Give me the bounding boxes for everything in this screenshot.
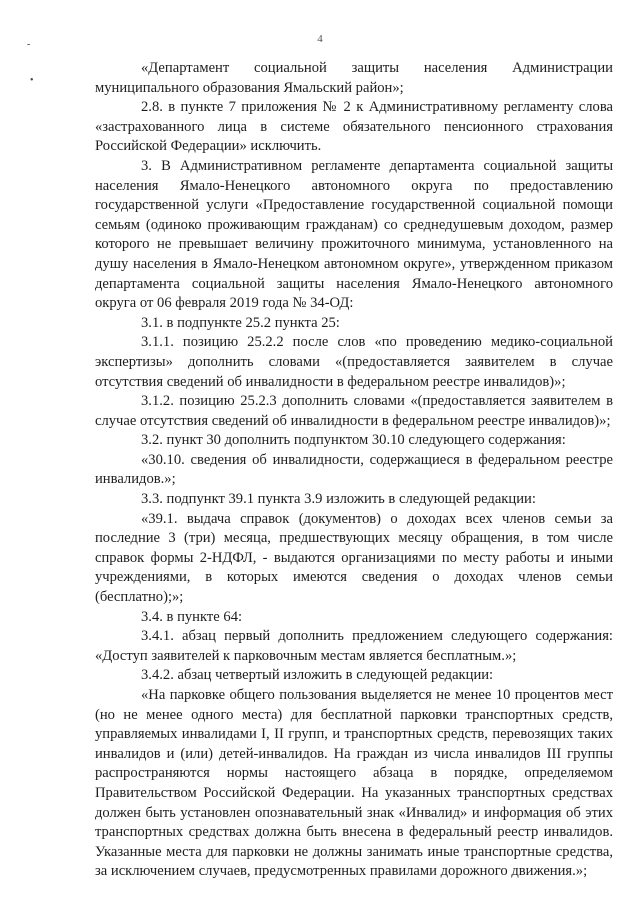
paragraph: «39.1. выдача справок (документов) о доходах всех членов семьи за последние 3 (три) месяца, предшествующих месяцу обращения, в том числе справок формы 2-НДФЛ, - выдаются организациями по месту работы и иными учреждениями, в которых имеются сведения о доходах членов семьи (бесплатно);»;: [95, 510, 613, 606]
paragraph: 3.1.2. позицию 25.2.3 дополнить словами «(предоставляется заявителем в случае отсутствия сведений об инвалидности в федеральном реестре инвалидов)»;: [95, 393, 613, 429]
scan-mark: •: [30, 75, 34, 86]
paragraph: 3.4.2. абзац четвертый изложить в следующей редакции:: [141, 667, 494, 684]
scan-mark: -: [27, 39, 31, 50]
paragraph: 3.4.1. абзац первый дополнить предложением следующего содержания: «Доступ заявителей к парковочным местам является бесплатным.»;: [95, 628, 613, 664]
document-body: [95, 59, 613, 882]
paragraph: 3.1.1. позицию 25.2.2 после слов «по проведению медико-социальной экспертизы» дополнить словами «(предоставляется заявителем в случае отсутствия сведений об инвалидности в федеральном реестре инвалидов)»;: [95, 334, 613, 390]
paragraph: 3. В Административном регламенте департамента социальной защиты населения Ямало-Ненецкого автономного округа по предоставлению государственной услуги «Предоставление государственной социальной помощи семьям (одиноко проживающим гражданам) со среднедушевым доходом, размер которого не превышает величину прожиточного минимума, установленного на душу населения в Ямало-Ненецком автономном округе», утвержденном приказом департамента социальной защиты населения Ямало-Ненецкого автономного округа от 06 февраля 2019 года № 34-ОД:: [95, 157, 613, 312]
paragraph: 3.1. в подпункте 25.2 пункта 25:: [141, 314, 340, 331]
paragraph: 3.2. пункт 30 дополнить подпунктом 30.10 следующего содержания:: [141, 432, 566, 449]
paragraph: «На парковке общего пользования выделяется не менее 10 процентов мест (но не менее одного места) для бесплатной парковки транспортных средств, управляемых инвалидами I, II групп, и транспортных средств, перевозящих таких инвалидов и (или) детей-инвалидов. На граждан из числа инвалидов III группы распространяются нормы настоящего абзаца в порядке, определяемом Правительством Российской Федерации. На указанных транспортных средствах должен быть установлен опознавательный знак «Инвалид» и информация об этих транспортных средствах должна быть внесена в федеральный реестр инвалидов. Указанные места для парковки не должны занимать иные транспортные средства, за исключением случаев, предусмотренных правилами дорожного движения.»;: [95, 687, 613, 880]
paragraph: 3.3. подпункт 39.1 пункта 3.9 изложить в следующей редакции:: [141, 491, 536, 508]
paragraph: 2.8. в пункте 7 приложения № 2 к Административному регламенту слова «застрахованного лица в системе обязательного пенсионного страхования Российской Федерации» исключить.: [95, 99, 613, 155]
paragraph: «Департамент социальной защиты населения Администрации муниципального образования Ямальский район»;: [95, 60, 613, 96]
paragraph: «30.10. сведения об инвалидности, содержащиеся в федеральном реестре инвалидов.»;: [95, 451, 613, 488]
page-number: 4: [317, 33, 323, 45]
paragraph: 3.4. в пункте 64:: [141, 608, 243, 625]
